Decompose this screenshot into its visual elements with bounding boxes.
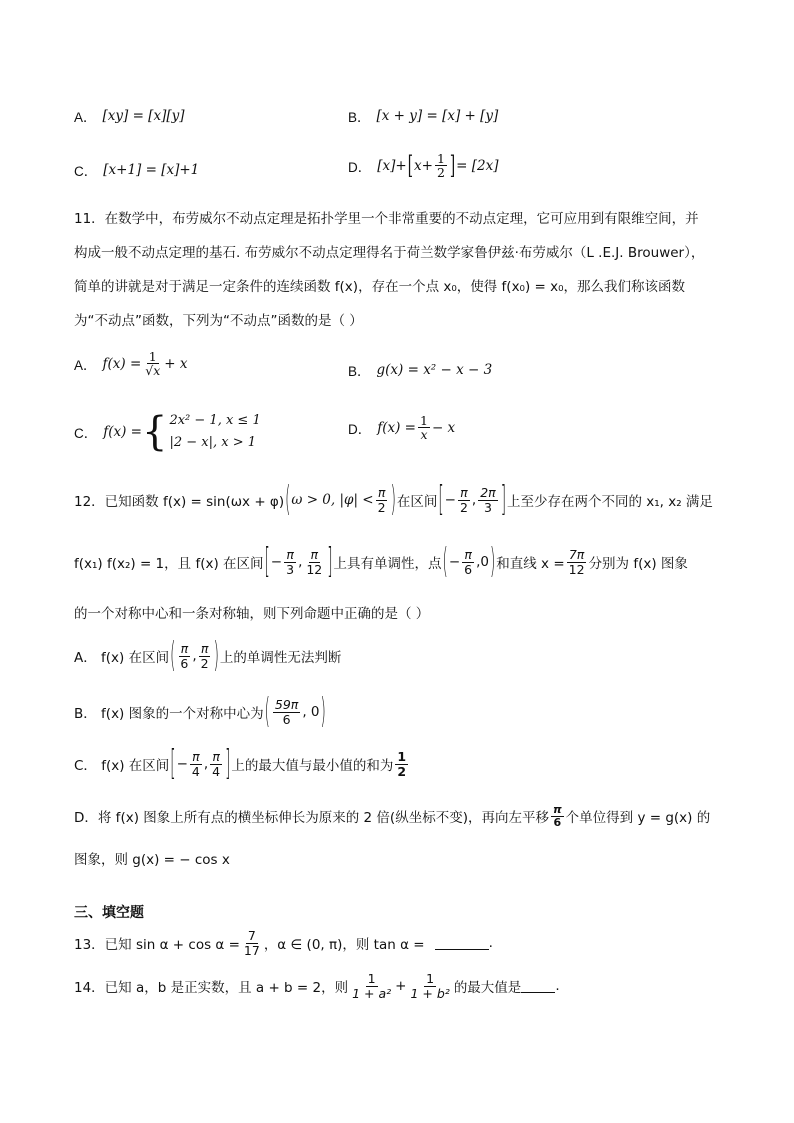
q11-row-ab: [74, 350, 734, 390]
q11-c-piecewise: 2x² − 1, x ≤ 1 |2 − x|, x > 1: [169, 413, 261, 450]
q13-answer-blank[interactable]: [435, 936, 489, 950]
q11-option-a: A． f(x) = $\frac{1}{√x}$ + x: [74, 349, 188, 379]
q10-option-b-expr: [x + y] = [x] + [y]: [376, 108, 499, 124]
q12-option-d-line2: 图象，则 g(x) = − cos x: [74, 852, 230, 868]
q12-option-b: B． f(x) 图象的一个对称中心为 ( $\frac{59\pi}{6}$ , 0 ): [74, 691, 326, 733]
q13: 13．已知 sin α + cos α = $\frac{7}{17}$ ，α ∈ (0, π)，则 tan α = .: [74, 928, 493, 958]
q10-row-ab: [74, 106, 734, 126]
q12-line2: f(x₁) f(x₂) = 1，且 f(x) 在区间 [ − $\frac{\pi}{3}$ , $\frac{\pi}{12}$ ] 上具有单调性，点 ( − $\frac{\pi}{6}$ ,0 ) 和直线 x = $\frac{7\pi}{12}$ 分别为 f(x) 图象: [74, 541, 688, 583]
q12-option-a: A． f(x) 在区间 ( $\frac{\pi}{6}$ , $\frac{\pi}{2}$ ) 上的单调性无法判断: [74, 635, 342, 677]
q10-row-cd: [74, 152, 734, 188]
q10-option-a-expr: [xy] = [x][y]: [102, 108, 185, 124]
q10-option-a: A． [xy] = [x][y]: [74, 108, 185, 125]
q10-option-d: D． [x]+ [ x+ $\frac{1}{2}$ ] = [2x]: [348, 150, 499, 181]
section-title: 三、填空题: [74, 904, 144, 920]
q10-d-fraction: $\frac{1}{2}$: [436, 151, 445, 181]
q12-option-d: D．将 f(x) 图象上所有点的横坐标伸长为原来的 2 倍(纵坐标不变)，再向左平移 $\frac{\pi}{6}$ 个单位得到 y = g(x) 的: [74, 802, 711, 829]
q11-stem: 11．在数学中，布劳威尔不动点定理是拓扑学里一个非常重要的不动点定理，它可应用到有限维空间，并 构成一般不动点定理的基石. 布劳威尔不动点定理得名于荷兰数学家鲁伊兹·布劳威尔（L .E.J. Brouwer）， 简单的讲就是对于满足一定条件的连续函数 f(x)，存在一个点 x₀，使得 f(x₀) = x₀，那么我们称该函数 为“不动点”函数，下列为“不动点”函数的是（ ）: [74, 211, 705, 329]
q11-row-cd: [74, 410, 734, 458]
q12-line3: 的一个对称中心和一条对称轴，则下列命题中正确的是（ ）: [74, 606, 430, 622]
q11-option-c: C． f(x) = { 2x² − 1, x ≤ 1 |2 − x|, x > 1: [74, 409, 261, 455]
q14: 14．已知 a，b 是正实数，且 a + b = 2，则 $\frac{1}{\text{1 + a²}}$ + $\frac{1}{\text{1 + b²}}$ 的最大值是 .: [74, 971, 560, 1001]
q12-line1: 12．已知函数 f(x) = sin(ωx + φ) ( ω > 0, |φ| < $\frac{\pi}{2}$ ) 在区间 [ − $\frac{\pi}{2}$ , $\frac{2\pi}{3}$ ] 上至少存在两个不同的 x₁, x₂ 满足: [74, 479, 713, 521]
q11-option-b: B． g(x) = x² − x − 3: [348, 362, 493, 379]
q10-option-c: C． [x+1] = [x]+1: [74, 162, 200, 179]
q10-option-b: B． [x + y] = [x] + [y]: [348, 108, 499, 125]
q10-option-c-expr: [x+1] = [x]+1: [103, 162, 200, 178]
q11-option-d: D． f(x) = $\frac{1}{x}$ − x: [348, 413, 456, 443]
q12-option-c: C． f(x) 在区间 [ − $\frac{\pi}{4}$ , $\frac{\pi}{4}$ ] 上的最大值与最小值的和为 $\frac{1}{2}$: [74, 743, 407, 785]
q14-answer-blank[interactable]: [521, 979, 555, 993]
